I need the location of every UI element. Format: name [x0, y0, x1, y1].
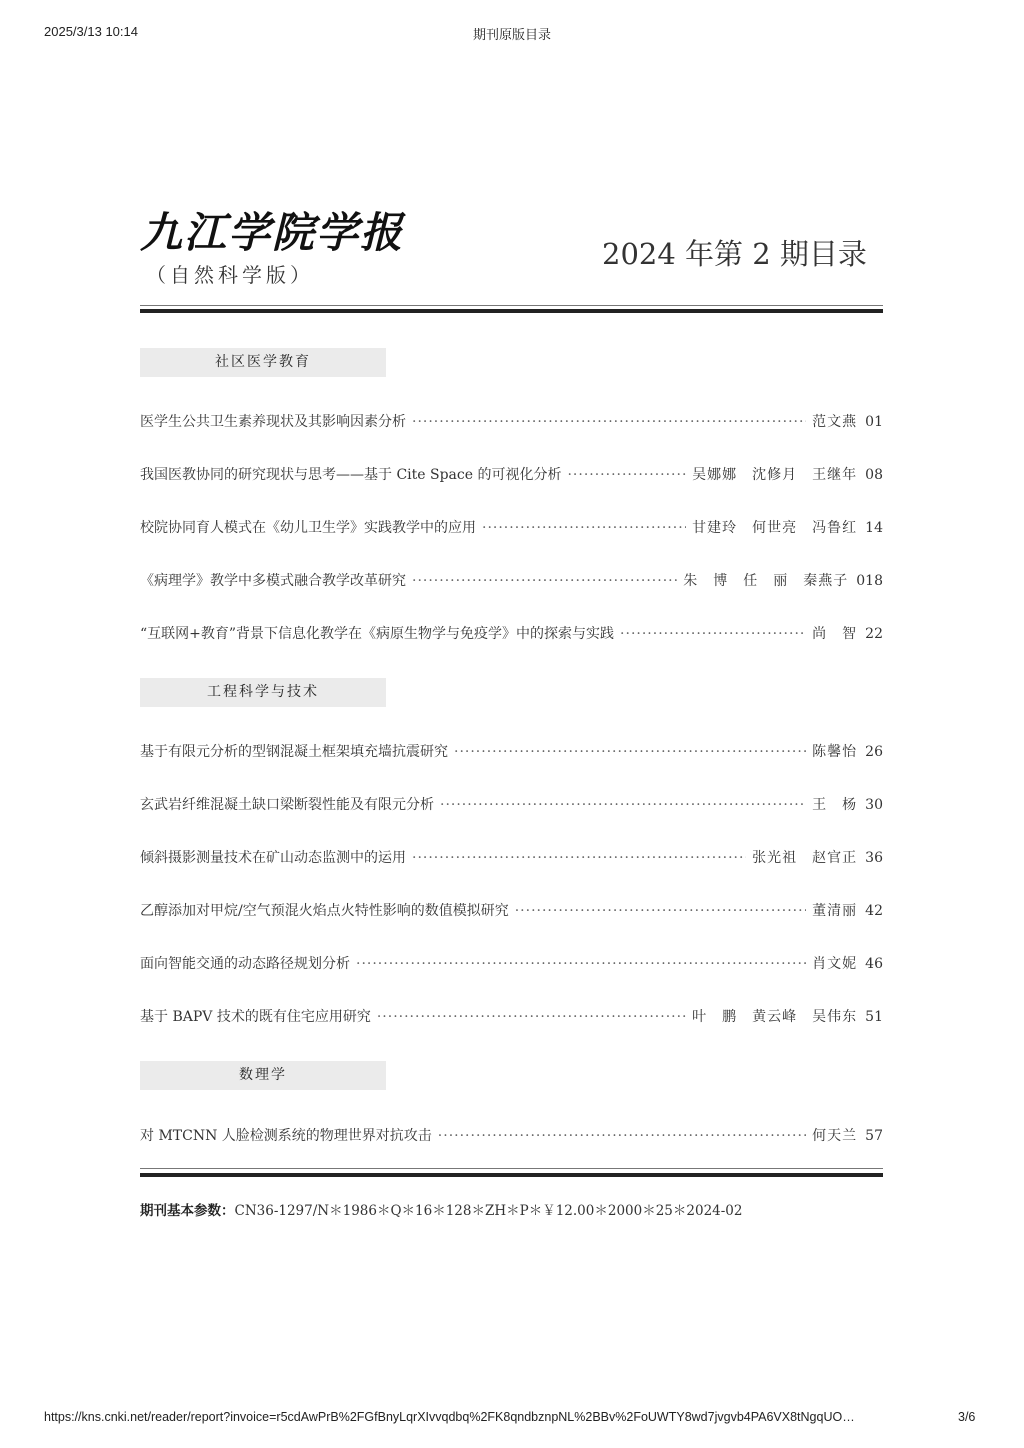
entry-page: 30 [865, 797, 883, 813]
entry-page: 51 [865, 1009, 883, 1025]
journal-logo: 九江学院学报 [140, 208, 405, 257]
divider-bottom-thick [140, 1173, 883, 1177]
print-url: https://kns.cnki.net/reader/report?invoice=r5cdAwPrB%2FGfBnyLqrXIvvqdbq%2FK8qndbznpNL%2BBv%2FoUWTY8wd7jvgvb4PA6VX8tNgqUO… [44, 1410, 855, 1424]
entry-title: 我国医教协同的研究现状与思考——基于 Cite Space 的可视化分析 [140, 467, 562, 483]
entry-title: 基于 BAPV 技术的既有住宅应用研究 [140, 1009, 371, 1025]
entry-authors: 王 杨 [812, 797, 858, 813]
entry-authors: 董清丽 [812, 903, 858, 919]
toc-entry[interactable] [140, 794, 883, 816]
divider-top-thick [140, 309, 883, 313]
entry-page: 14 [865, 520, 883, 536]
toc-entry[interactable] [140, 953, 883, 975]
toc-entry[interactable] [140, 570, 883, 592]
section-header: 社区医学教育 [140, 348, 386, 377]
toc-entry[interactable] [140, 900, 883, 922]
entry-page: 26 [865, 744, 883, 760]
leader-dots [567, 467, 686, 483]
entry-page: 01 [865, 414, 883, 430]
entry-title: 玄武岩纤维混凝土缺口梁断裂性能及有限元分析 [140, 797, 434, 813]
print-page-title: 期刊原版目录 [472, 27, 551, 42]
leader-dots [412, 850, 746, 866]
toc-entry[interactable] [140, 464, 883, 486]
leader-dots [356, 956, 806, 972]
toc-entry[interactable] [140, 517, 883, 539]
entry-authors: 范文燕 [812, 414, 858, 430]
toc-entry[interactable] [140, 1125, 883, 1147]
entry-title: 面向智能交通的动态路径规划分析 [140, 956, 350, 972]
section-header: 数理学 [140, 1061, 386, 1090]
entry-page: 08 [865, 467, 883, 483]
entry-title: 校院协同育人模式在《幼儿卫生学》实践教学中的应用 [140, 520, 476, 536]
entry-authors: 吴娜娜 沈修月 王继年 [692, 467, 858, 483]
entry-page: 018 [856, 573, 883, 589]
entry-authors: 甘建玲 何世亮 冯鲁红 [692, 520, 858, 536]
parameters-value: CN36-1297/N＊1986＊Q＊16＊128＊ZH＊P＊￥12.00＊2000＊25＊2024-02 [234, 1203, 743, 1219]
leader-dots [440, 797, 806, 813]
entry-authors: 朱 博 任 丽 秦燕子 [683, 573, 849, 589]
parameters-label: 期刊基本参数： [140, 1203, 235, 1219]
leader-dots [620, 626, 806, 642]
toc-entry[interactable] [140, 847, 883, 869]
leader-dots [454, 744, 806, 760]
section-header: 工程科学与技术 [140, 678, 386, 707]
entry-authors: 张光祖 赵官正 [752, 850, 858, 866]
journal-parameters [140, 1199, 742, 1219]
entry-title: 《病理学》教学中多模式融合教学改革研究 [140, 573, 406, 589]
toc-entry[interactable] [140, 1006, 883, 1028]
entry-authors: 何天兰 [812, 1128, 858, 1144]
entry-page: 36 [865, 850, 883, 866]
print-datetime: 2025/3/13 10:14 [44, 24, 138, 39]
entry-page: 57 [865, 1128, 883, 1144]
leader-dots [412, 573, 677, 589]
entry-title: 对 MTCNN 人脸检测系统的物理世界对抗攻击 [140, 1128, 432, 1144]
entry-page: 22 [865, 626, 883, 642]
issue-title: 2024 年第 2 期目录 [602, 237, 867, 271]
entry-title: 医学生公共卫生素养现状及其影响因素分析 [140, 414, 406, 430]
entry-title: 基于有限元分析的型钢混凝土框架填充墙抗震研究 [140, 744, 448, 760]
entry-authors: 肖文妮 [812, 956, 858, 972]
leader-dots [438, 1128, 806, 1144]
leader-dots [377, 1009, 686, 1025]
entry-title: 乙醇添加对甲烷/空气预混火焰点火特性影响的数值模拟研究 [140, 903, 509, 919]
entry-title: 倾斜摄影测量技术在矿山动态监测中的运用 [140, 850, 406, 866]
entry-authors: 陈馨怡 [812, 744, 858, 760]
journal-subtitle: （自然科学版） [146, 263, 314, 287]
entry-page: 42 [865, 903, 883, 919]
divider-bottom-thin [140, 1168, 883, 1169]
print-page-indicator: 3/6 [958, 1410, 976, 1424]
toc-entry[interactable] [140, 623, 883, 645]
toc-entry[interactable] [140, 411, 883, 433]
leader-dots [482, 520, 686, 536]
toc-entry[interactable] [140, 741, 883, 763]
entry-authors: 叶 鹏 黄云峰 吴伟东 [692, 1009, 858, 1025]
leader-dots [515, 903, 806, 919]
entry-authors: 尚 智 [812, 626, 858, 642]
divider-top-thin [140, 305, 883, 306]
entry-title: “互联网+教育”背景下信息化教学在《病原生物学与免疫学》中的探索与实践 [140, 626, 615, 642]
entry-page: 46 [865, 956, 883, 972]
leader-dots [412, 414, 806, 430]
